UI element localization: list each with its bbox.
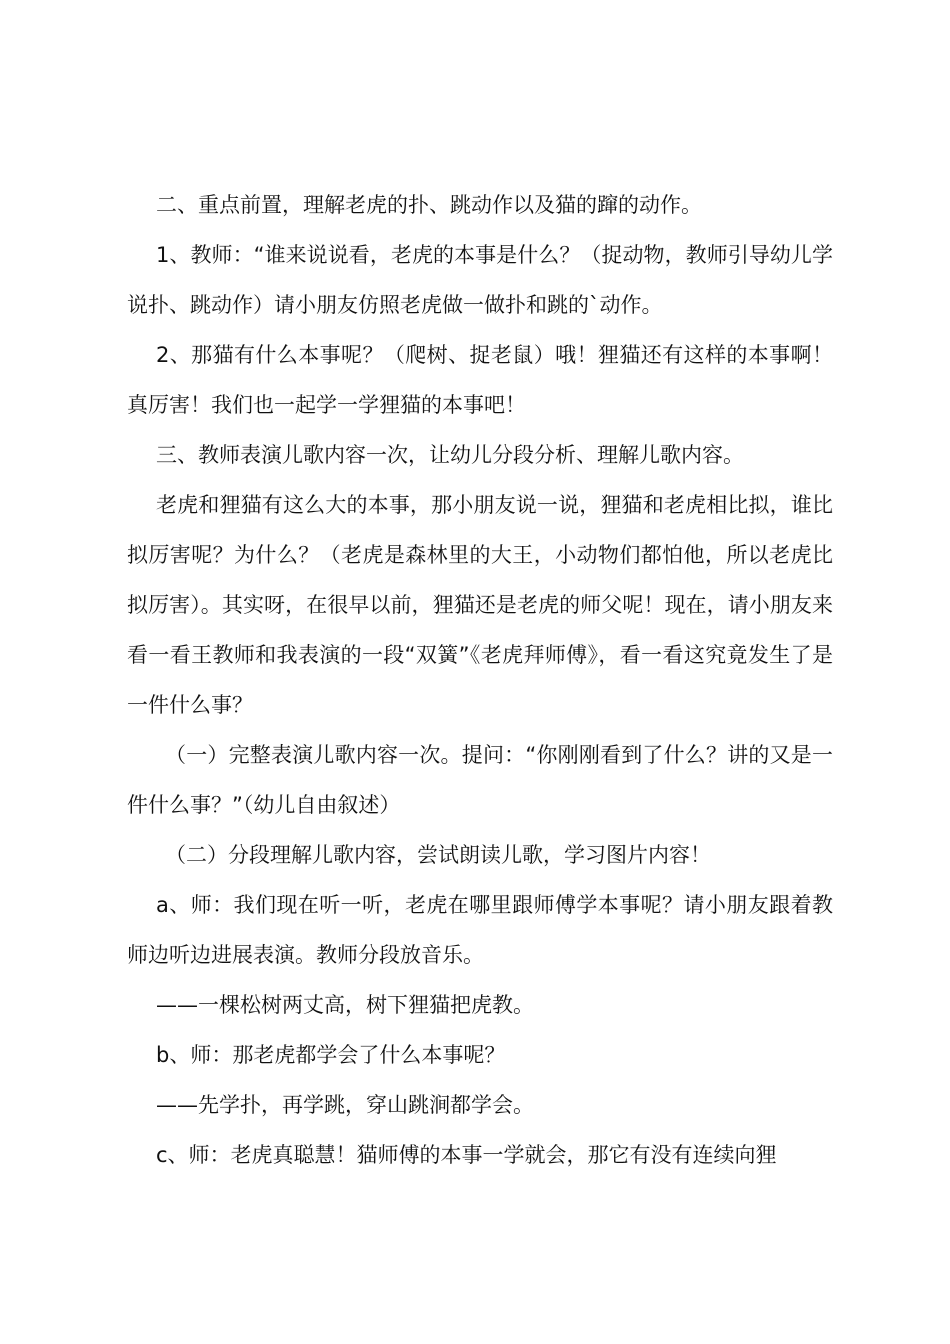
paragraph-c: c、师：老虎真聪慧！猫师傅的本事一学就会，那它有没有连续向狸: [156, 1143, 777, 1167]
paragraph-a: a、师：我们现在听一听，老虎在哪里跟师傅学本事呢？请小朋友跟着教师边听边进展表演。教师分段放音乐。: [127, 893, 833, 967]
paragraph-step-2: 2、那猫有什么本事呢？（爬树、捉老鼠）哦！狸猫还有这样的本事啊！真厉害！我们也一起学一学狸猫的本事吧！: [127, 343, 833, 417]
paragraph-step-1: 1、教师：“谁来说说看，老虎的本事是什么？（捉动物，教师引导幼儿学说扑、跳动作）请小朋友仿照老虎做一做扑和跳的`动作。: [127, 243, 833, 317]
subsection-1: （一）完整表演儿歌内容一次。提问：“你刚刚看到了什么？讲的又是一件什么事？”（幼儿自由叙述）: [127, 743, 833, 817]
verse-line-1: ——一棵松树两丈高，树下狸猫把虎教。: [156, 993, 534, 1017]
verse-line-2: ——先学扑，再学跳，穿山跳涧都学会。: [156, 1093, 534, 1117]
section-heading-2: 二、重点前置，理解老虎的扑、跳动作以及猫的蹿的动作。: [156, 193, 702, 217]
document-body: [127, 180, 833, 1180]
paragraph-b: b、师：那老虎都学会了什么本事呢？: [156, 1043, 506, 1067]
section-heading-3: 三、教师表演儿歌内容一次，让幼儿分段分析、理解儿歌内容。: [156, 443, 744, 467]
paragraph-story-intro: 老虎和狸猫有这么大的本事，那小朋友说一说，狸猫和老虎相比拟，谁比拟厉害呢？为什么？（老虎是森林里的大王，小动物们都怕他，所以老虎比拟厉害）。其实呀，在很早以前，狸猫还是老虎的师父呢！现在，请小朋友来看一看王教师和我表演的一段“双簧”《老虎拜师傅》，看一看这究竟发生了是一件什么事？: [127, 493, 833, 717]
subsection-2: （二）分段理解儿歌内容，尝试朗读儿歌，学习图片内容！: [165, 843, 711, 867]
